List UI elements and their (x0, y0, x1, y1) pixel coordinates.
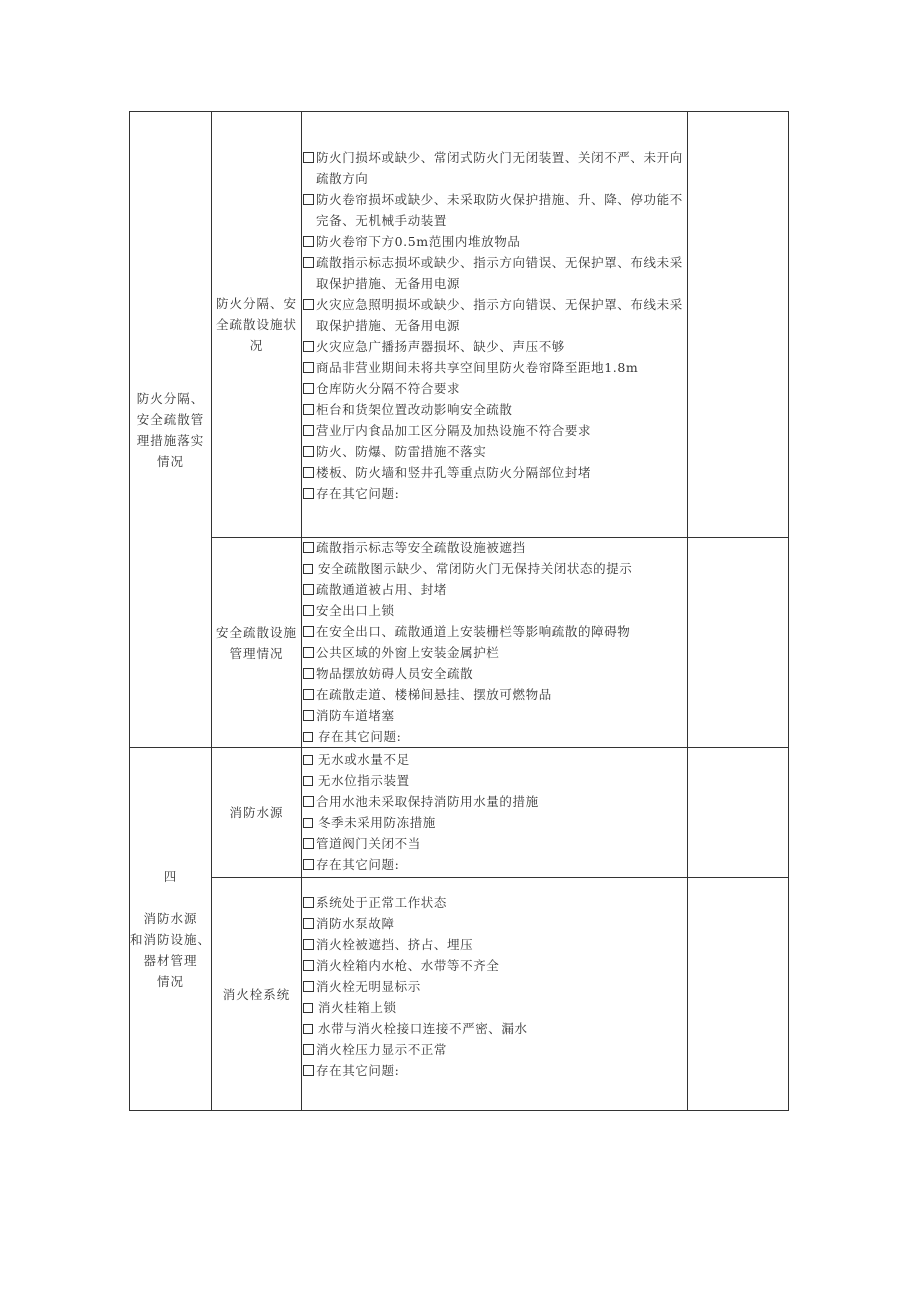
table-border-bottom (129, 1110, 789, 1111)
checklist-item-text: 消防车道堵塞 (316, 708, 395, 723)
checklist-item[interactable] (303, 726, 687, 747)
checklist-item[interactable] (303, 812, 687, 833)
checkbox[interactable] (303, 1003, 313, 1013)
checklist-item[interactable] (303, 833, 687, 854)
subgroup-label-cell (212, 538, 301, 747)
checklist-item[interactable] (303, 684, 687, 705)
checklist-item[interactable] (303, 579, 687, 600)
checklist-item-text: 在安全出口、疏散通道上安装栅栏等影响疏散的障碍物 (316, 624, 631, 639)
column-divider-3 (687, 111, 688, 1111)
checkbox[interactable] (303, 776, 313, 786)
checklist-item-text: 防火卷帘损坏或缺少、未采取防火保护措施、升、降、停功能不完备、无机械手动装置 (316, 192, 683, 228)
checkbox[interactable] (303, 710, 314, 721)
checklist-item-text: 水带与消火栓接口连接不严密、漏水 (318, 1021, 528, 1036)
subgroup-label: 消防水源 (229, 805, 284, 820)
checklist-item-text: 安全疏散图示缺少、常闭防火门无保持关闭状态的提示 (318, 561, 633, 576)
checkbox[interactable] (303, 755, 313, 765)
checkbox[interactable] (303, 981, 314, 992)
checklist-item[interactable] (303, 147, 687, 189)
column-divider-2 (301, 111, 302, 1111)
checklist-item[interactable] (303, 483, 687, 504)
checkbox[interactable] (303, 897, 314, 908)
checkbox[interactable] (303, 341, 314, 352)
checklist-item-text: 物品摆放妨碍人员安全疏散 (316, 666, 474, 681)
checklist-item-text: 系统处于正常工作状态 (316, 895, 448, 910)
checkbox[interactable] (303, 362, 314, 373)
checklist-evacuation-management (303, 537, 687, 747)
checklist-item-text: 防火门损坏或缺少、常闭式防火门无闭装置、关闭不严、未开向疏散方向 (316, 150, 683, 186)
table-border-right (788, 111, 789, 1111)
checklist-item-text: 商品非营业期间未将共享空间里防火卷帘降至距地1.8m (316, 360, 639, 375)
checkbox[interactable] (303, 818, 313, 828)
checklist-item[interactable] (303, 189, 687, 231)
checklist-item[interactable] (303, 976, 687, 997)
checklist-item[interactable] (303, 420, 687, 441)
checklist-item[interactable] (303, 399, 687, 420)
checkbox[interactable] (303, 1044, 314, 1055)
checkbox[interactable] (303, 796, 314, 807)
checkbox[interactable] (303, 859, 314, 870)
checklist-item-text: 疏散指示标志等安全疏散设施被遮挡 (316, 540, 526, 555)
checkbox[interactable] (303, 732, 313, 742)
checklist-item-text: 存在其它问题: (316, 1063, 400, 1078)
checklist-item-text: 合用水池未采取保持消防用水量的措施 (316, 794, 539, 809)
checklist-item[interactable] (303, 462, 687, 483)
checklist-water-source (303, 749, 687, 876)
checklist-hydrant-system (303, 892, 687, 1102)
checklist-item[interactable] (303, 357, 687, 378)
checkbox[interactable] (303, 236, 314, 247)
checklist-item[interactable] (303, 1060, 687, 1081)
checklist-item[interactable] (303, 791, 687, 812)
checklist-item-text: 消火栓压力显示不正常 (316, 1042, 448, 1057)
checklist-item[interactable] (303, 642, 687, 663)
checklist-item[interactable] (303, 621, 687, 642)
checklist-item-text: 柜台和货架位置改动影响安全疏散 (316, 402, 513, 417)
checkbox[interactable] (303, 939, 314, 950)
checklist-item-text: 仓库防火分隔不符合要求 (316, 381, 461, 396)
checklist-item[interactable] (303, 892, 687, 913)
subgroup-label-cell (212, 878, 301, 1110)
category-label: 防火分隔、安全疏散管理措施落实情况 (136, 390, 205, 469)
checklist-item[interactable] (303, 294, 687, 336)
section-number: 四 (163, 869, 178, 884)
category-line: 和消防设施、 (130, 932, 212, 947)
checklist-item-text: 在疏散走道、楼梯间悬挂、摆放可燃物品 (316, 687, 552, 702)
checklist-item-text: 管道阀门关闭不当 (316, 836, 421, 851)
subgroup-label: 防火分隔、安全疏散设施状况 (215, 296, 297, 353)
checklist-item-text: 疏散通道被占用、封堵 (316, 582, 448, 597)
checklist-item[interactable] (303, 955, 687, 976)
subgroup-label-cell (212, 748, 301, 877)
checklist-item[interactable] (303, 934, 687, 955)
checkbox[interactable] (303, 960, 314, 971)
subgroup-label-cell (212, 112, 301, 537)
checkbox[interactable] (303, 542, 314, 553)
checklist-item-text: 火灾应急广播扬声器损坏、缺少、声压不够 (316, 339, 565, 354)
checklist-item-text: 冬季未采用防冻措施 (318, 815, 436, 830)
checkbox[interactable] (303, 446, 314, 457)
checkbox[interactable] (303, 689, 314, 700)
checkbox[interactable] (303, 488, 314, 499)
checklist-item-text: 消火栓被遮挡、挤占、埋压 (316, 937, 474, 952)
checklist-item[interactable] (303, 997, 687, 1018)
checkbox[interactable] (303, 152, 314, 163)
checklist-item[interactable] (303, 252, 687, 294)
checklist-item-text: 消火桂箱上锁 (318, 1000, 397, 1015)
checklist-item-text: 消火栓箱内水枪、水带等不齐全 (316, 958, 500, 973)
checklist-item-text: 无水或水量不足 (318, 752, 410, 767)
checklist-item-text: 防火、防爆、防雷措施不落实 (316, 444, 487, 459)
checklist-item[interactable] (303, 336, 687, 357)
checklist-item[interactable] (303, 1039, 687, 1060)
checkbox[interactable] (303, 918, 314, 929)
checklist-item-text: 无水位指示装置 (318, 773, 410, 788)
checkbox[interactable] (303, 605, 314, 616)
checklist-item[interactable] (303, 749, 687, 770)
checkbox[interactable] (303, 467, 314, 478)
checkbox[interactable] (303, 257, 314, 268)
checklist-item[interactable] (303, 705, 687, 726)
checklist-item[interactable] (303, 378, 687, 399)
checklist-item-text: 消防水泵故障 (316, 916, 395, 931)
category-cell-water-source (130, 748, 211, 1110)
checkbox[interactable] (303, 404, 314, 415)
checkbox[interactable] (303, 838, 314, 849)
checklist-item[interactable] (303, 663, 687, 684)
checkbox[interactable] (303, 194, 314, 205)
subgroup-label: 安全疏散设施管理情况 (215, 624, 297, 661)
checklist-item-text: 公共区域的外窗上安装金属护栏 (316, 645, 500, 660)
checklist-item-text: 营业厅内食品加工区分隔及加热设施不符合要求 (316, 423, 592, 438)
checklist-item-text: 火灾应急照明损坏或缺少、指示方向错误、无保护罩、布线未采取保护措施、无备用电源 (316, 297, 683, 333)
checkbox[interactable] (303, 647, 314, 658)
category-cell-fire-separation (130, 112, 211, 747)
checklist-item-text: 疏散指示标志损坏或缺少、指示方向错误、无保护罩、布线未采取保护措施、无备用电源 (316, 255, 683, 291)
checkbox[interactable] (303, 1024, 313, 1034)
checklist-item[interactable] (303, 441, 687, 462)
checklist-item-text: 存在其它问题: (316, 486, 400, 501)
checklist-item[interactable] (303, 1018, 687, 1039)
checklist-item[interactable] (303, 770, 687, 791)
checkbox[interactable] (303, 299, 314, 310)
checkbox[interactable] (303, 425, 314, 436)
checklist-item[interactable] (303, 231, 687, 252)
checklist-item-text: 防火卷帘下方0.5m范围内堆放物品 (316, 234, 521, 249)
checklist-item-text: 存在其它问题: (318, 729, 402, 744)
checklist-item[interactable] (303, 558, 687, 579)
category-line: 消防水源 (143, 911, 198, 926)
subgroup-label: 消火栓系统 (222, 986, 291, 1002)
checklist-item-text: 消火栓无明显标示 (316, 979, 421, 994)
checkbox[interactable] (303, 1065, 314, 1076)
checklist-item[interactable] (303, 854, 687, 875)
checkbox[interactable] (303, 668, 314, 679)
checklist-item[interactable] (303, 537, 687, 558)
checklist-item-text: 存在其它问题: (316, 857, 400, 872)
checklist-fire-separation (303, 147, 687, 535)
checkbox[interactable] (303, 564, 313, 574)
category-line: 情况 (156, 974, 184, 989)
checklist-item[interactable] (303, 913, 687, 934)
checkbox[interactable] (303, 383, 314, 394)
checklist-item-text: 楼板、防火墙和竖井孔等重点防火分隔部位封堵 (316, 465, 592, 480)
checklist-item[interactable] (303, 600, 687, 621)
checkbox[interactable] (303, 626, 314, 637)
checkbox[interactable] (303, 584, 314, 595)
checklist-item-text: 安全出口上锁 (316, 603, 395, 618)
category-line: 器材管理 (143, 953, 198, 968)
